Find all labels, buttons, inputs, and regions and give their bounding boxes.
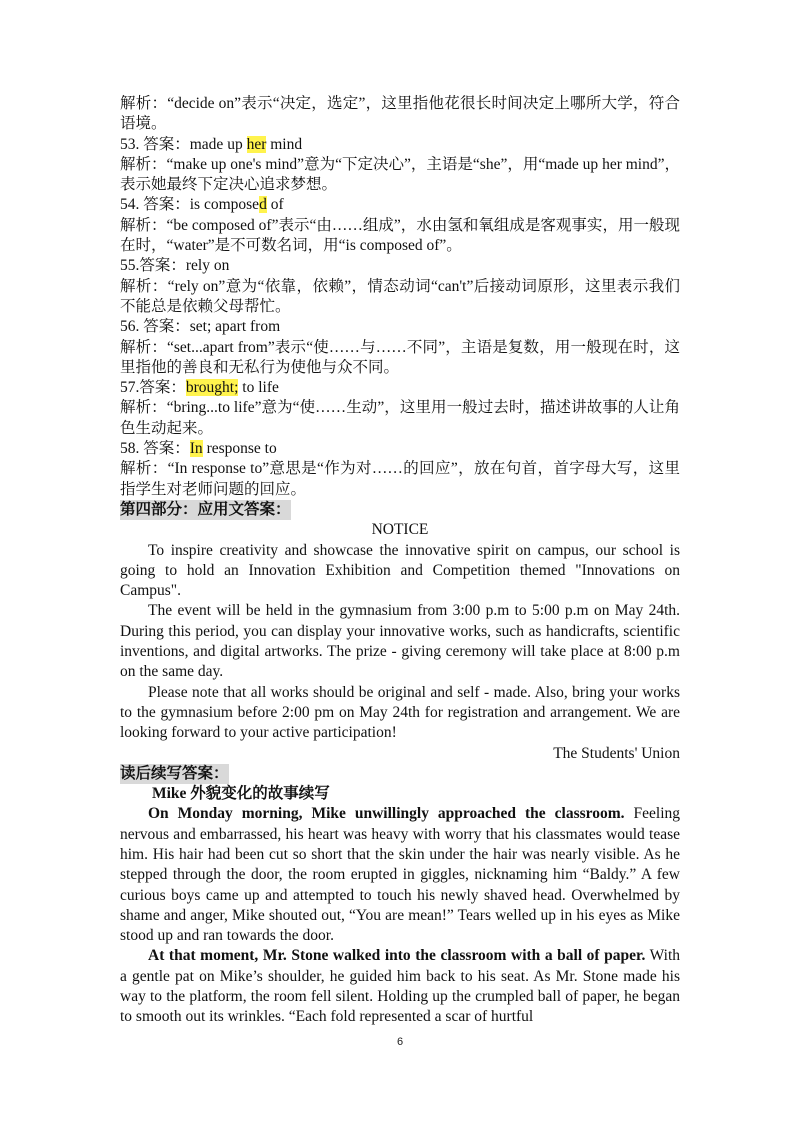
answer-54-suffix: of: [266, 196, 284, 214]
analysis-52: 解析：“decide on”表示“决定，选定”，这里指他花很长时间决定上哪所大学，符合语境。: [120, 95, 680, 133]
analysis-54: 解析：“be composed of”表示“由……组成”，水由氢和氧组成是客观事实，用一般现在时，“water”是不可数名词，用“is composed of”。: [120, 216, 680, 255]
story-paragraph-2-body: With a gentle pat on Mike’s shoulder, he guided him back to his seat. As Mr. Stone made his way to the platform, the room fell silent. Holding up the crumpled ball of paper, he began to smooth out its wrinkles. “Each fold represented a scar of hurtful: [120, 947, 681, 1026]
answer-54-highlight: d: [259, 196, 267, 214]
section-heading-continuation: [120, 764, 680, 784]
notice-title: NOTICE: [371, 521, 429, 539]
notice-paragraph-3: Please note that all works should be original and self - made. Also, bring your works to the gymnasium before 2:00 pm on May 24th for registration and arrangement. We are looking forward to your active participation!: [120, 683, 680, 742]
answer-57-text: 57.答案：: [120, 379, 186, 397]
page-number: 6: [396, 1036, 404, 1048]
answer-53-text: 53. 答案：made up: [120, 135, 247, 153]
answer-58: [120, 439, 680, 459]
analysis-57: 解析：“bring...to life”意为“使……生动”，这里用一般过去时，描述讲故事的人让角色生动起来。: [120, 399, 680, 437]
section-heading-writing: [120, 500, 680, 520]
answer-56-text: 56. 答案：set; apart from: [120, 318, 281, 336]
section-heading-writing-label: 第四部分：应用文答案：: [120, 500, 291, 520]
page-content: [120, 94, 680, 1028]
answer-58-text: 58. 答案：: [120, 440, 190, 458]
story-paragraph-1: [120, 804, 680, 946]
story-paragraph-2-lead: At that moment, Mr. Stone walked into the classroom with a ball of paper.: [148, 947, 646, 965]
story-title: Mike 外貌变化的故事续写: [152, 785, 330, 803]
answer-57-suffix: to life: [238, 379, 279, 397]
notice-paragraph-2: The event will be held in the gymnasium from 3:00 p.m to 5:00 p.m on May 24th. During this period, you can display your innovative works, such as handicrafts, scientific inventions, and digital artworks. The prize - giving ceremony will take place at 8:00 p.m on the same day.: [120, 602, 680, 681]
answer-58-suffix: response to: [202, 440, 277, 458]
answer-53-highlight: her: [246, 135, 267, 153]
analysis-55: 解析：“rely on”意为“依靠，依赖”，情态动词“can't”后接动词原形，这里表示我们不能总是依赖父母帮忙。: [120, 277, 680, 315]
analysis-53: 解析：“make up one's mind”意为“下定决心”，主语是“she”，用“made up her mind”，表示她最终下定决心追求梦想。: [120, 155, 680, 194]
notice-signature: The Students' Union: [553, 744, 680, 762]
story-paragraph-2: [120, 946, 680, 1027]
answer-58-highlight: In: [189, 440, 203, 458]
notice-paragraph-1: To inspire creativity and showcase the innovative spirit on campus, our school is going to hold an Innovation Exhibition and Competition themed "Innovations on Campus".: [120, 541, 680, 600]
story-paragraph-1-body: Feeling nervous and embarrassed, his heart was heavy with worry that his classmates would tease him. His hair had been cut so short that the skin under the hair was nearly visible. As he stepped through the door, the room erupted in giggles, nicknaming him “Baldy.” A few curious boys came up and attempted to touch his newly shaved head. Overwhelmed by shame and anger, Mike shouted out, “You are mean!” Tears welled up in his eyes as Mike stood up and ran towards the door.: [120, 805, 681, 945]
answer-55: [120, 256, 680, 276]
answer-57: [120, 378, 680, 398]
section-heading-continuation-label: 读后续写答案：: [120, 764, 229, 784]
answer-54-text: 54. 答案：is compose: [120, 196, 260, 214]
answer-56: [120, 317, 680, 337]
answer-53: [120, 135, 680, 155]
answer-57-highlight: brought;: [185, 379, 239, 397]
answer-53-suffix: mind: [266, 135, 303, 153]
analysis-56: 解析：“set...apart from”表示“使……与……不同”，主语是复数，用一般现在时，这里指他的善良和无私行为使他与众不同。: [120, 338, 680, 376]
answer-55-text: 55.答案：rely on: [120, 257, 230, 275]
analysis-58: 解析：“In response to”意思是“作为对……的回应”，放在句首，首字母大写，这里指学生对老师问题的回应。: [120, 460, 680, 498]
answer-54: [120, 195, 680, 215]
story-paragraph-1-lead: On Monday morning, Mike unwillingly approached the classroom.: [148, 805, 625, 823]
